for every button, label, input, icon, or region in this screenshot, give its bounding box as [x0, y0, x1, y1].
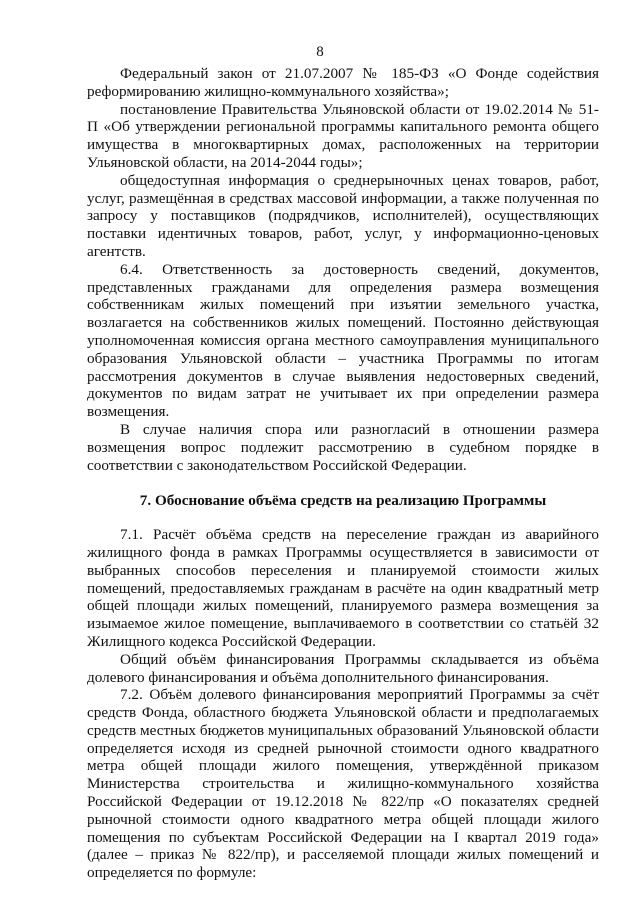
- paragraph-dispute: В случае наличия спора или разногласий в отношении размера возмещения вопрос подлежит рассмотрению в судебном порядке в соответствии с законодательством Российской Федерации.: [87, 420, 599, 474]
- paragraph-public-information: общедоступная информация о среднерыночных ценах товаров, работ, услуг, размещённая в средствах массовой информации, а также полученная по запросу у поставщиков (подрядчиков, исполнителей), осуществляющих поставки идентичных товаров, работ, услуг, у информационно-ценовых агентств.: [87, 171, 599, 260]
- paragraph-7-1-calculation: 7.1. Расчёт объёма средств на переселение граждан из аварийного жилищного фонда в рамках Программы осуществляется в зависимости от выбранных способов переселения и планируемой стоимости жилых помещений, предоставляемых гражданам в расчёте на один квадратный метр общей площади жилых помещений, планируемого размера возмещения за изымаемое жилое помещение, выплачиваемого в соответствии со статьёй 32 Жилищного кодекса Российской Федерации.: [87, 526, 599, 650]
- paragraph-6-4-responsibility: 6.4. Ответственность за достоверность сведений, документов, представленных гражданами для определения размера возмещения собственникам жилых помещений при изъятии земельного участка, возлагается на собственников жилых помещений. Постоянно действующая уполномоченная комиссия органа местного самоуправления муниципального образования Ульяновской области – участника Программы по итогам рассмотрения документов в случае выявления недостоверных сведений, документов по видам затрат не учитывает их при определении размера возмещения.: [87, 260, 599, 421]
- paragraph-7-2-shared-financing: 7.2. Объём долевого финансирования мероприятий Программы за счёт средств Фонда, областного бюджета Ульяновской области и предполагаемых средств местных бюджетов муниципальных образований Ульяновской области определяется исходя из средней рыночной стоимости одного квадратного метра общей площади жилого помещения, утверждённой приказом Министерства строительства и жилищно-коммунального хозяйства Российской Федерации от 19.12.2018 № 822/пр «О показателях средней рыночной стоимости одного квадратного метра общей площади жилого помещения по субъектам Российской Федерации на I квартал 2019 года» (далее – приказ № 822/пр), и расселяемой площади жилых помещений и определяется по формуле:: [87, 686, 599, 882]
- paragraph-total-financing: Общий объём финансирования Программы складывается из объёма долевого финансирования и объёма дополнительного финансирования.: [87, 650, 599, 686]
- section-heading: 7. Обоснование объёма средств на реализацию Программы: [139, 492, 547, 510]
- page-number: 8: [316, 44, 324, 60]
- document-body: [87, 65, 599, 882]
- paragraph-government-decree: постановление Правительства Ульяновской области от 19.02.2014 № 51-П «Об утверждении региональной программы капитального ремонта общего имущества в многоквартирных домах, расположенных на территории Ульяновской области, на 2014-2044 годы»;: [87, 100, 599, 171]
- paragraph-federal-law: Федеральный закон от 21.07.2007 № 185-ФЗ «О Фонде содействия реформированию жилищно-коммунального хозяйства»;: [87, 65, 599, 100]
